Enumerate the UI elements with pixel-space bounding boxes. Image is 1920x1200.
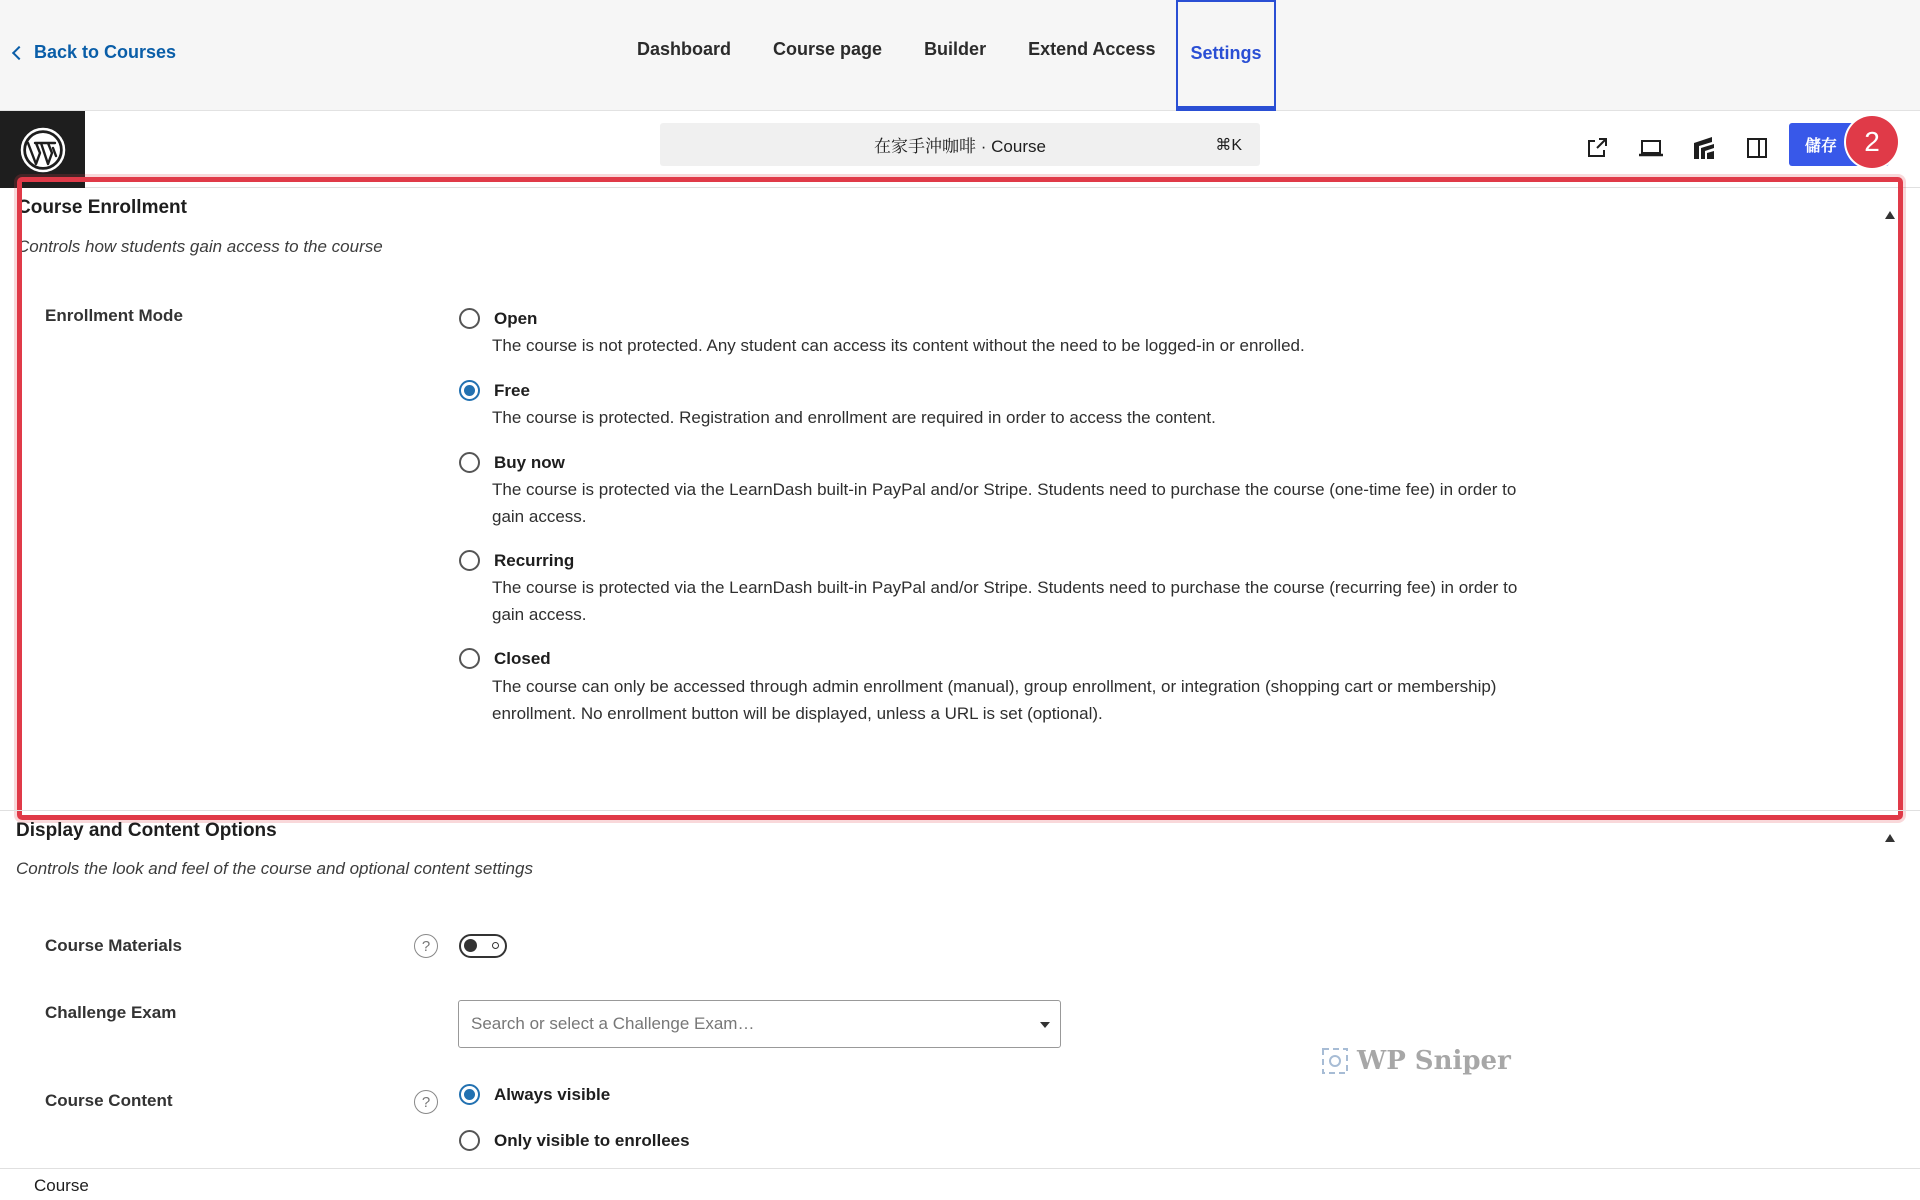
chevron-down-icon bbox=[1040, 1022, 1050, 1028]
radio-closed[interactable] bbox=[459, 648, 480, 669]
tab-dashboard[interactable]: Dashboard bbox=[637, 39, 732, 59]
option-label: Free bbox=[494, 381, 530, 400]
course-enrollment-title: Course Enrollment bbox=[17, 197, 187, 218]
course-materials-toggle[interactable] bbox=[459, 934, 507, 958]
enrollment-option-open[interactable] bbox=[459, 308, 537, 329]
toggle-off-indicator bbox=[492, 942, 499, 949]
option-label: Only visible to enrollees bbox=[494, 1131, 690, 1150]
display-options-title: Display and Content Options bbox=[16, 820, 277, 841]
option-label: Closed bbox=[494, 649, 551, 668]
option-label: Buy now bbox=[494, 453, 565, 472]
tab-builder[interactable]: Builder bbox=[924, 39, 987, 59]
watermark bbox=[1321, 1046, 1511, 1076]
chevron-left-icon bbox=[12, 46, 26, 60]
editor-header bbox=[0, 111, 1920, 188]
course-enrollment-description: Controls how students gain access to the course bbox=[17, 237, 383, 256]
option-description: The course is protected via the LearnDash built-in PayPal and/or Stripe. Students need to purchase the course (one-time fee) in order to gain access. bbox=[492, 480, 1517, 526]
command-bar-title: 在家手沖咖啡 · Course bbox=[874, 137, 1046, 156]
collapse-display-options-icon[interactable] bbox=[1885, 834, 1895, 842]
course-tabs bbox=[616, 0, 1276, 111]
section-divider bbox=[0, 810, 1920, 811]
collapse-enrollment-icon[interactable] bbox=[1885, 211, 1895, 219]
display-options-description: Controls the look and feel of the course and optional content settings bbox=[16, 859, 533, 878]
enrollment-option-buy-now[interactable] bbox=[459, 452, 565, 473]
editor-footer bbox=[0, 1168, 1920, 1200]
tab-extend-access[interactable]: Extend Access bbox=[1028, 39, 1156, 59]
help-icon[interactable]: ? bbox=[414, 1090, 438, 1114]
command-palette-bar[interactable] bbox=[660, 123, 1260, 166]
radio-open[interactable] bbox=[459, 308, 480, 329]
wordpress-logo-icon[interactable] bbox=[0, 111, 85, 188]
sidebar-toggle-icon[interactable] bbox=[1740, 131, 1774, 165]
challenge-exam-placeholder: Search or select a Challenge Exam… bbox=[471, 1014, 755, 1033]
watermark-logo-icon bbox=[1321, 1047, 1349, 1075]
course-content-label: Course Content bbox=[45, 1091, 173, 1110]
back-to-courses-link[interactable] bbox=[14, 42, 176, 63]
external-link-icon[interactable] bbox=[1580, 131, 1614, 165]
watermark-text: WP Sniper bbox=[1357, 1046, 1511, 1076]
course-materials-label: Course Materials bbox=[45, 936, 182, 955]
radio-free[interactable] bbox=[459, 380, 480, 401]
option-description: The course is protected. Registration and enrollment are required in order to access the content. bbox=[492, 408, 1216, 427]
course-content-option-enrollees-only[interactable] bbox=[459, 1130, 690, 1151]
enrollment-option-recurring[interactable] bbox=[459, 550, 574, 571]
enrollment-mode-label: Enrollment Mode bbox=[45, 306, 183, 325]
tab-settings[interactable]: Settings bbox=[1176, 0, 1275, 111]
course-content-option-always-visible[interactable] bbox=[459, 1084, 610, 1105]
option-label: Recurring bbox=[494, 551, 575, 570]
help-icon[interactable]: ? bbox=[414, 934, 438, 958]
challenge-exam-label: Challenge Exam bbox=[45, 1003, 177, 1022]
option-label: Always visible bbox=[494, 1085, 611, 1104]
toggle-knob bbox=[464, 939, 477, 952]
enrollment-option-closed[interactable] bbox=[459, 648, 551, 669]
radio-always-visible[interactable] bbox=[459, 1084, 480, 1105]
tab-course-page[interactable]: Course page bbox=[773, 39, 883, 59]
option-description: The course is not protected. Any student can access its content without the need to be logged-in or enrolled. bbox=[492, 336, 1305, 355]
back-to-courses-label: Back to Courses bbox=[34, 42, 177, 62]
annotation-step-badge: 2 bbox=[1846, 116, 1898, 168]
radio-recurring[interactable] bbox=[459, 550, 480, 571]
enrollment-option-free[interactable] bbox=[459, 380, 530, 401]
footer-breadcrumb[interactable]: Course bbox=[34, 1176, 89, 1195]
top-navigation-bar bbox=[0, 0, 1920, 111]
option-description: The course can only be accessed through admin enrollment (manual), group enrollment, or integration (shopping cart or membership) enrollment. No enrollment button will be displayed, unless a URL is set (optional). bbox=[492, 677, 1497, 723]
radio-buy-now[interactable] bbox=[459, 452, 480, 473]
save-button-label: 儲存 bbox=[1805, 138, 1838, 155]
option-label: Open bbox=[494, 309, 538, 328]
challenge-exam-select[interactable] bbox=[458, 1000, 1061, 1048]
learndash-icon[interactable] bbox=[1687, 131, 1721, 165]
radio-enrollees-only[interactable] bbox=[459, 1130, 480, 1151]
option-description: The course is protected via the LearnDash built-in PayPal and/or Stripe. Students need to purchase the course (recurring fee) in order to gain access. bbox=[492, 578, 1518, 624]
command-shortcut: ⌘K bbox=[1215, 137, 1242, 154]
desktop-preview-icon[interactable] bbox=[1634, 131, 1668, 165]
